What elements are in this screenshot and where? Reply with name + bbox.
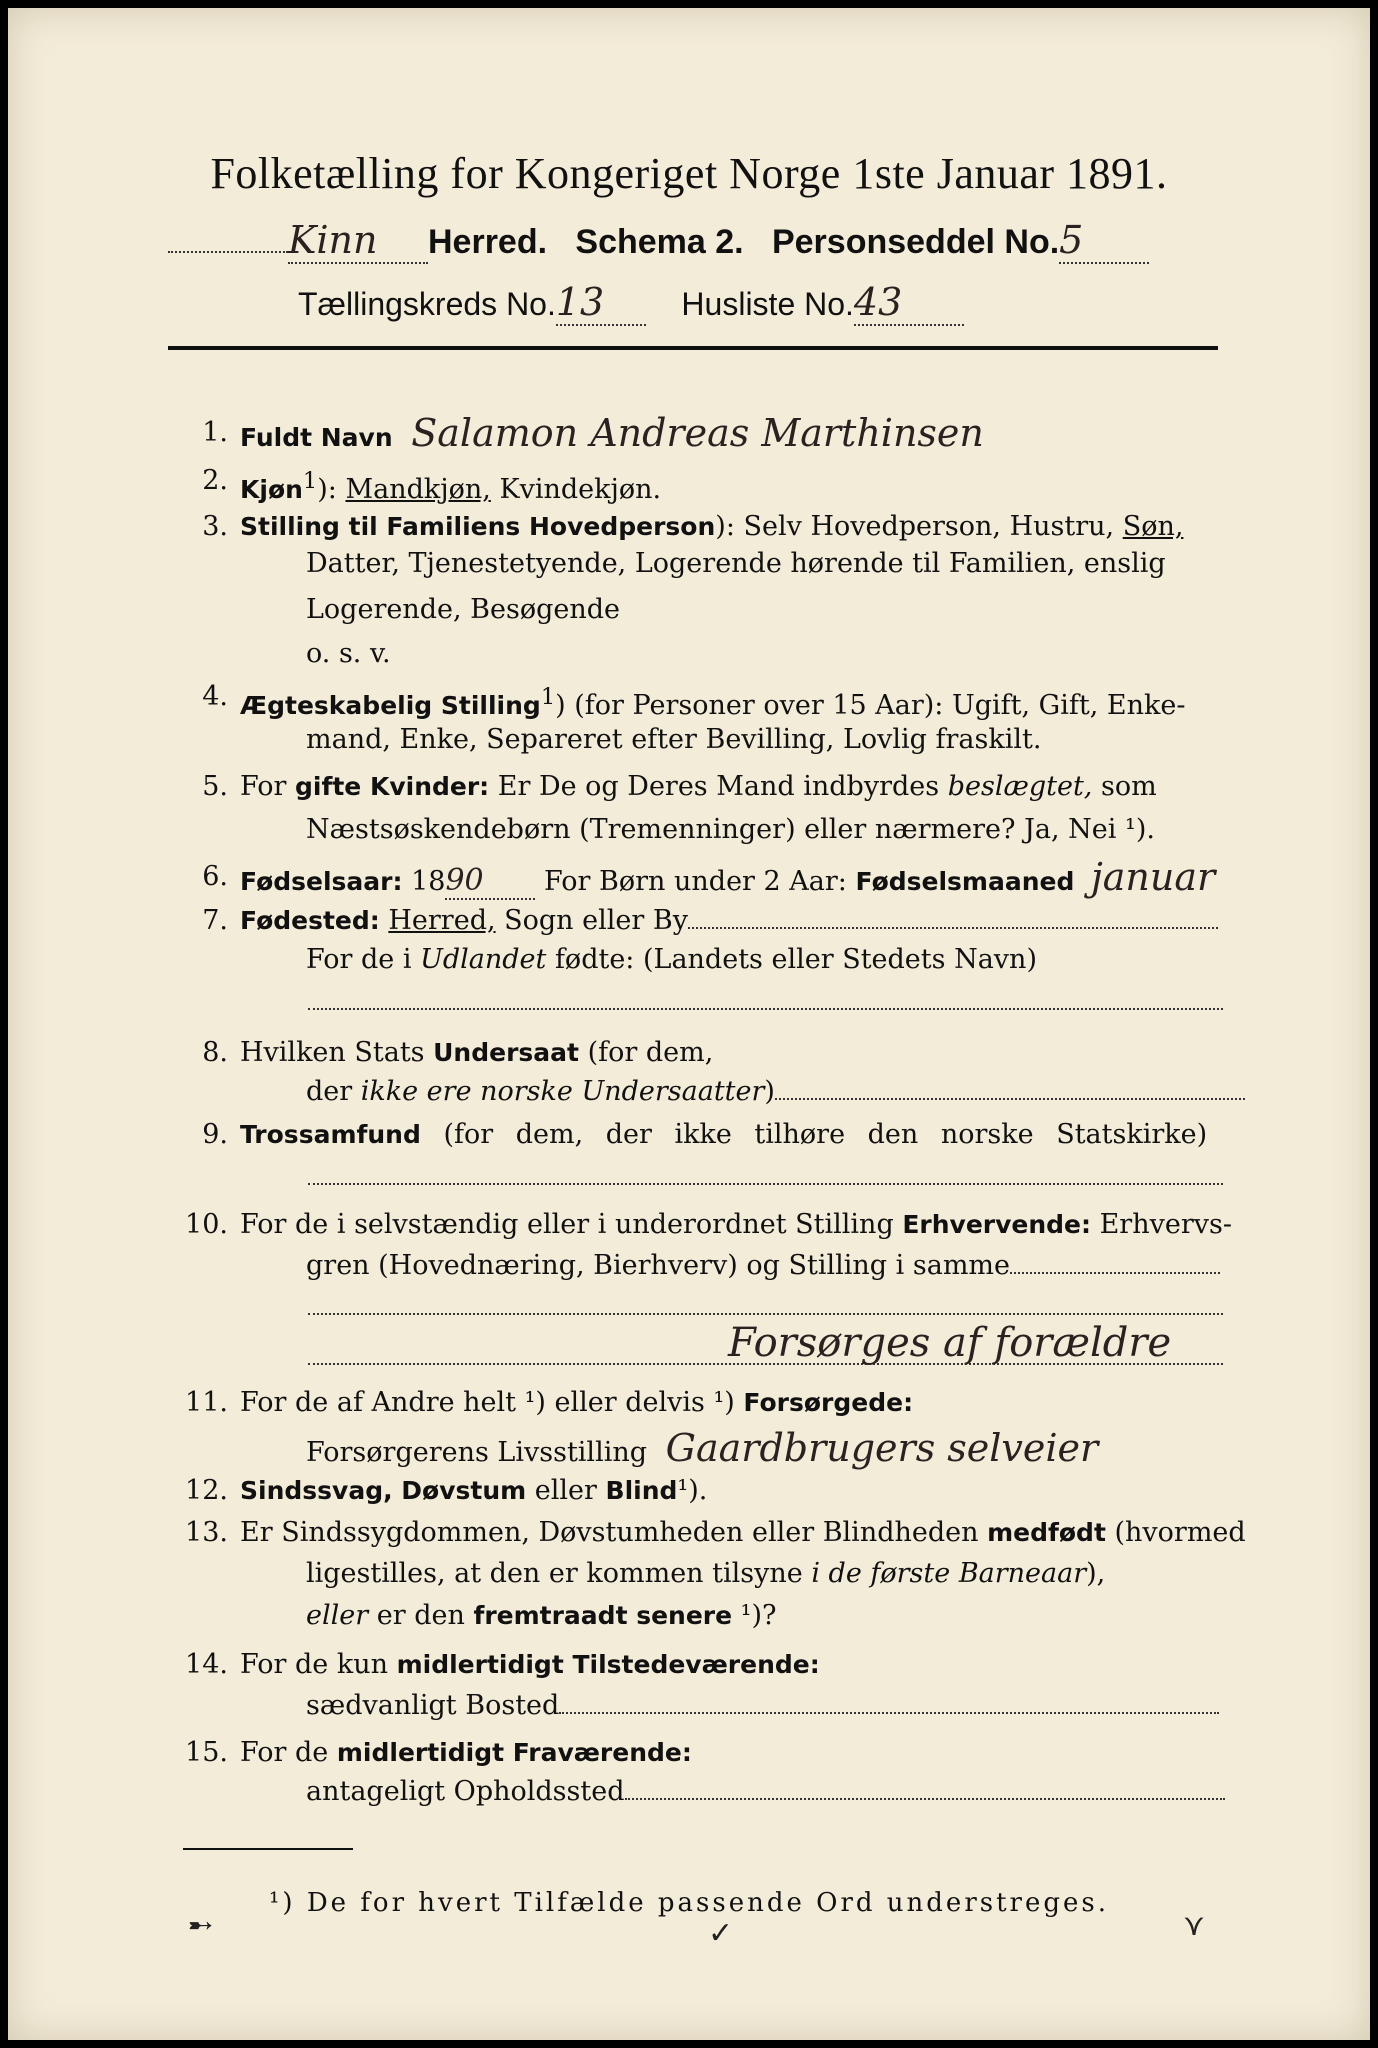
corner-mark: ➸ bbox=[188, 1908, 214, 1943]
occupation-value: Forsørges af forældre bbox=[728, 1320, 1172, 1366]
corner-mark: ⋎ bbox=[1183, 1908, 1205, 1943]
kreds-label: Tællingskreds No. bbox=[298, 286, 556, 322]
personseddel-label: Personseddel No. bbox=[771, 223, 1060, 261]
sex-selected: Mandkjøn, bbox=[345, 474, 491, 505]
birth-month-value: januar bbox=[1090, 855, 1216, 899]
form-title: Folketælling for Kongeriget Norge 1ste Januar 1891. bbox=[210, 149, 1168, 198]
full-name-value: Salamon Andreas Marthinsen bbox=[411, 411, 984, 455]
kreds-value: 13 bbox=[556, 280, 646, 326]
schema-label: Schema 2. bbox=[575, 223, 744, 261]
kreds-line bbox=[298, 280, 1230, 326]
footnote-rule bbox=[183, 1848, 353, 1850]
herred-label: Herred. bbox=[428, 223, 548, 261]
personseddel-value: 5 bbox=[1059, 218, 1149, 264]
provider-occupation-value: Gaardbrugers selveier bbox=[665, 1426, 1099, 1470]
birth-year-value: 90 bbox=[445, 864, 535, 900]
center-mark: ✓ bbox=[708, 1916, 734, 1951]
footnote: ¹) De for hvert Tilfælde passende Ord understreges. bbox=[268, 1888, 1109, 1918]
relation-selected: Søn, bbox=[1122, 511, 1184, 542]
header-rule bbox=[168, 346, 1218, 350]
census-form: Folketælling for Kongeriget Norge 1ste Januar 1891. Kinn Herred. Schema 2. Personseddel No.5 Tællingskreds No.13 Husliste No.43 1. Fuldt Navn Salamon Andreas Marthinsen 2. Kjøn$^1$): Mandkjøn, Kvindekjøn. 3. Stilling til Familiens Hovedperson): Selv Hovedperson, Hustru, Søn, Datter, Tjenestetyende, Logerende hørende til Familien, enslig Logerende, Besøgende o. s. v. 4. Ægteskabelig Stilling$^1$) (for Personer over 15 Aar): Ugift, Gift, Enke- mand, Enke, Separeret efter Bevilling, Lovlig fraskilt. 5. For gifte Kvinder: Er De og Deres Mand indbyrdes beslægtet, som Næstsøskendebørn (Tremenninger) eller nærmere? Ja, Nei ¹). 6. Fødselsaar: 1890 For Børn under 2 Aar: Fødselsmaaned januar 7. Fødested: Herred, Sogn eller By For de i Udlandet fødte: (Landets eller Stedets Navn) 8. Hvilken Stats Undersaat (for dem, der ikke ere norske Undersaatter) 9. Trossamfund (for dem, der ikke tilhøre den norske Statskirke) 10. For de i selvstændig eller i underordnet Stilling Erhvervende: Erhvervs- gren (Hovednæring, Bierhverv) og Stilling i samme Forsørges af forældre 11. For de af Andre helt ¹) eller delvis ¹) Forsørgede: Forsørgerens Livsstilling Gaardbrugers selveier 12. Sindssvag, Døvstum eller Blind¹). 13. Er Sindssygdommen, Døvstumheden eller Blindheden medfødt (hvormed ligestilles, at den er kommen tilsyne i de første Barneaar), eller er den fremtraadt senere ¹)? 14. For de kun midlertidigt Tilstedeværende: sædvanligt Bosted 15. For de midlertidigt Fraværende: antageligt Opholdssted ¹) De for hvert Tilfælde passende Ord understreges. ➸ ✓ ⋎ bbox=[8, 8, 1370, 2040]
herred-line bbox=[168, 218, 1230, 264]
dotted-line bbox=[308, 1008, 1223, 1010]
husliste-label: Husliste No. bbox=[681, 286, 854, 322]
herred-value: Kinn bbox=[288, 218, 428, 264]
husliste-value: 43 bbox=[854, 280, 964, 326]
birthplace-selected: Herred, bbox=[388, 905, 496, 936]
